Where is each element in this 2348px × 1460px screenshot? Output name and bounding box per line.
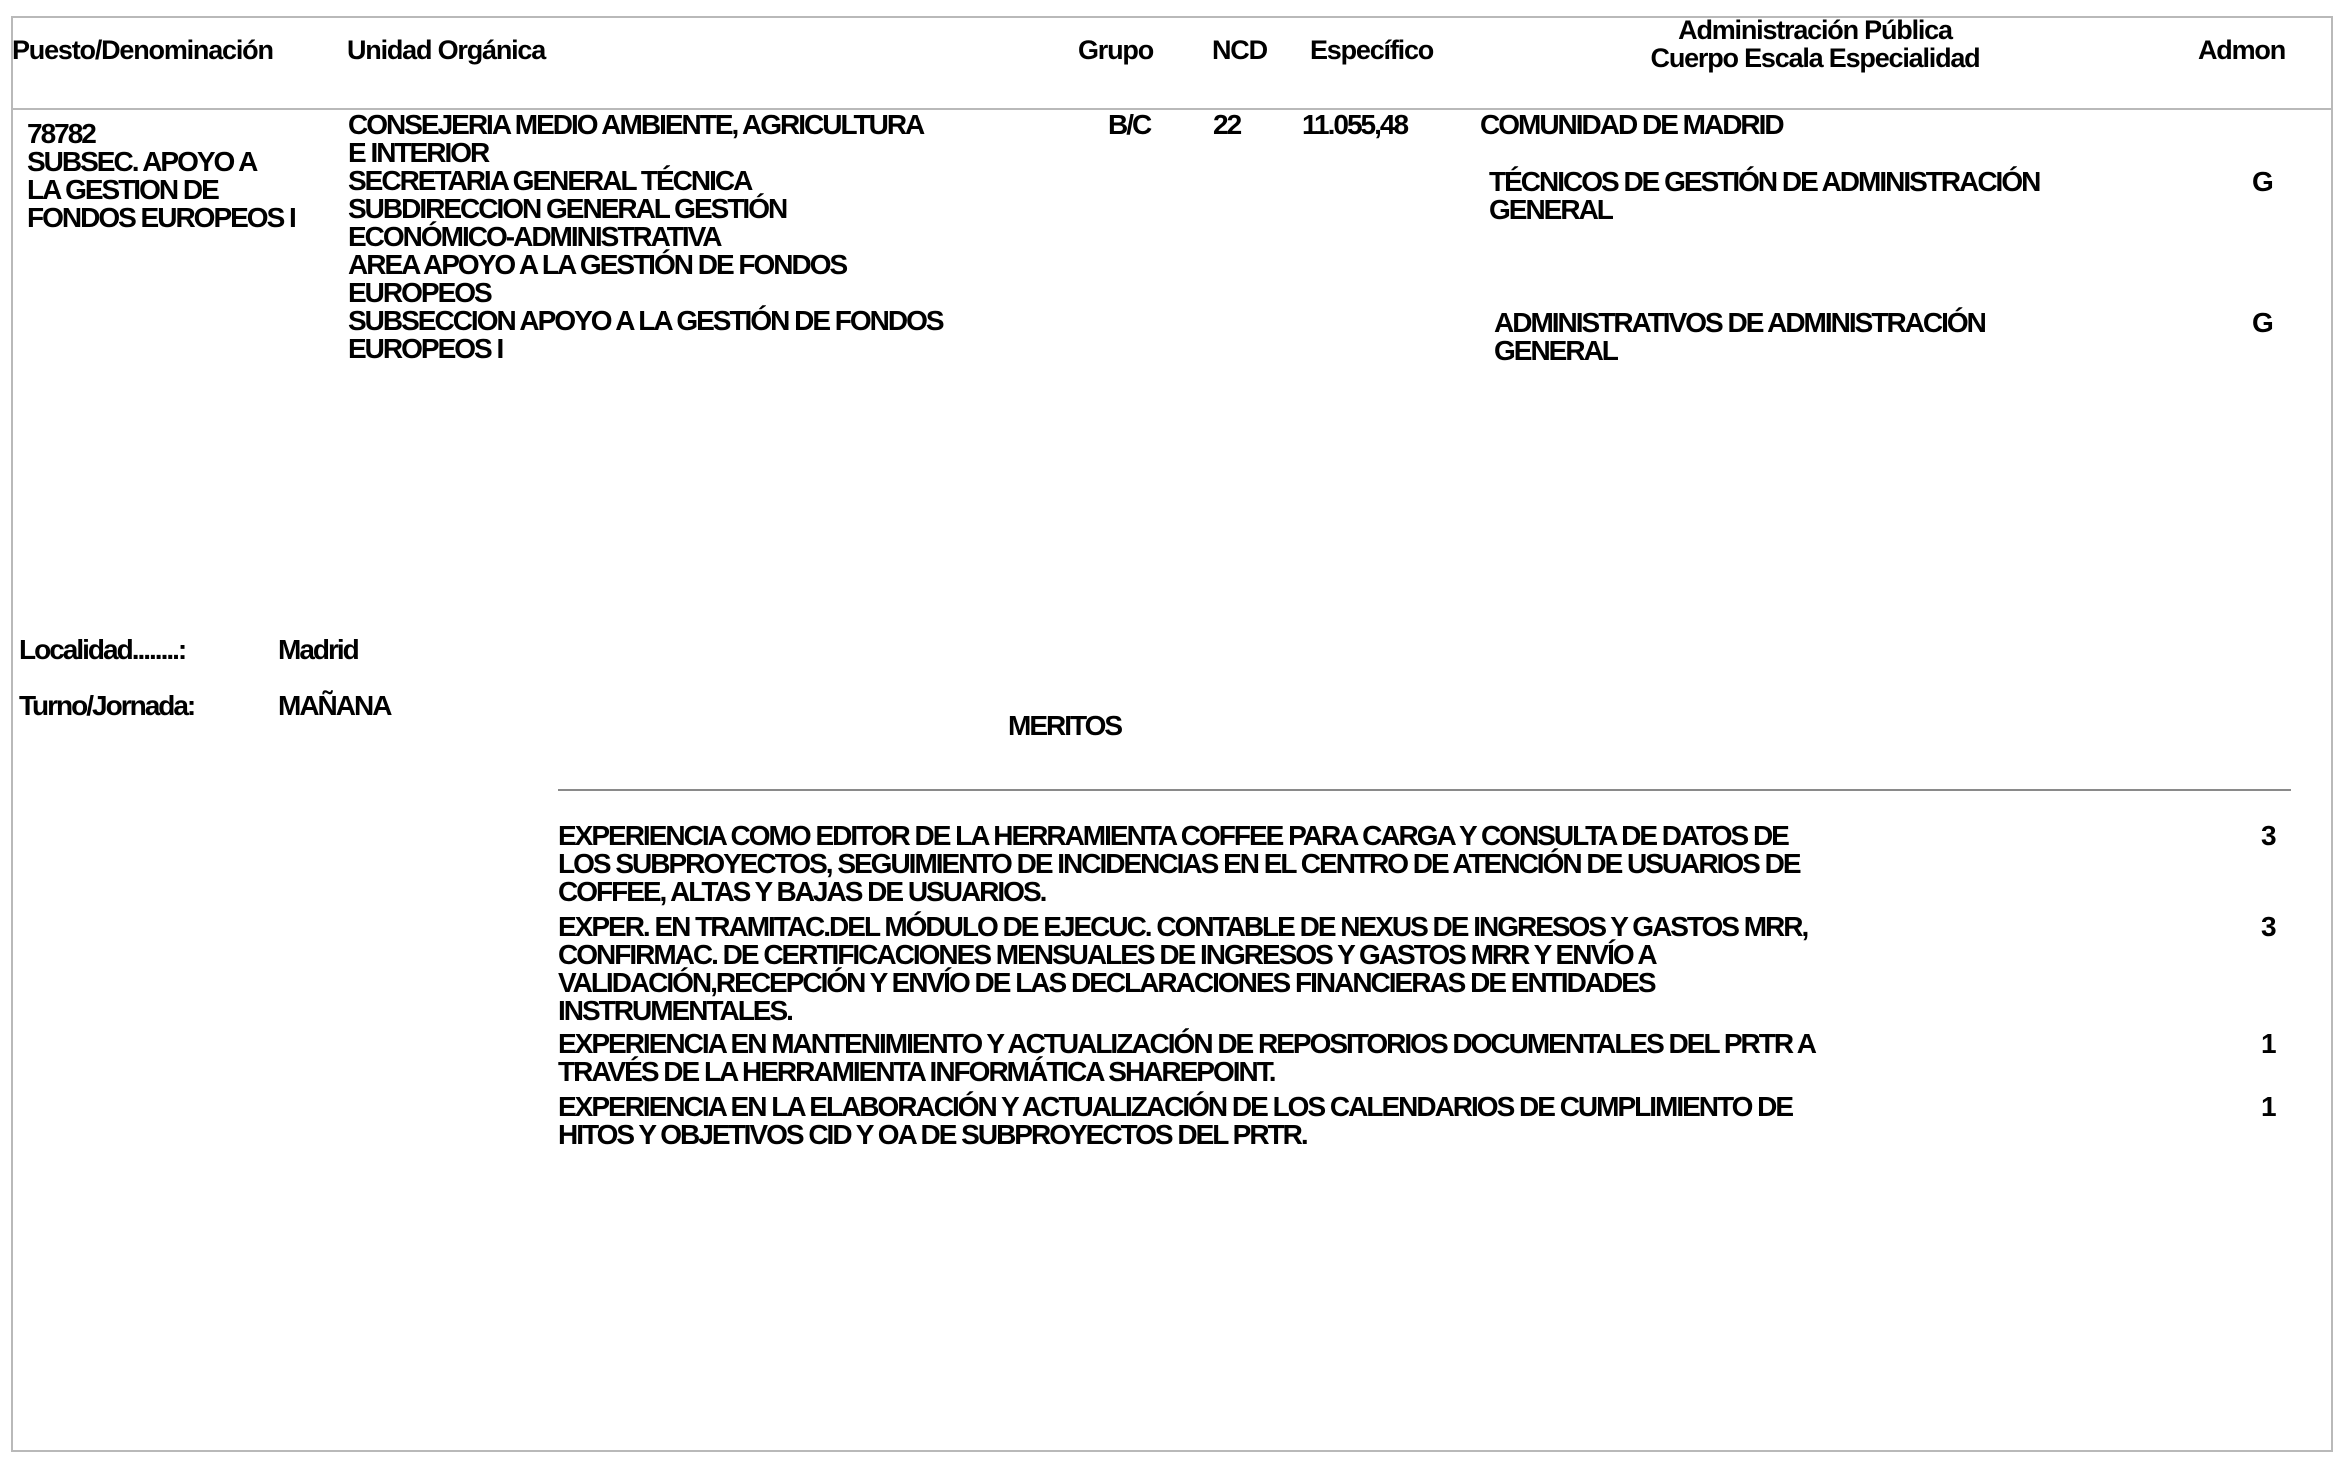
cuerpo-2-admon: G bbox=[2252, 307, 2272, 338]
puesto-denominacion-line: FONDOS EUROPEOS I bbox=[27, 202, 295, 233]
unidad-line: SUBSECCION APOYO A LA GESTIÓN DE FONDOS bbox=[348, 305, 943, 336]
header-ncd: NCD bbox=[1212, 35, 1267, 65]
cuerpo-line: GENERAL bbox=[1494, 335, 1617, 366]
puesto-codigo: 78782 bbox=[27, 118, 95, 149]
merito-line: EXPERIENCIA COMO EDITOR DE LA HERRAMIENTA COFFEE PARA CARGA Y CONSULTA DE DATOS DE bbox=[558, 820, 1788, 851]
merito-item bbox=[558, 913, 1807, 1025]
meritos-title: MERITOS bbox=[1008, 710, 1122, 741]
administracion-value: COMUNIDAD DE MADRID bbox=[1480, 109, 1783, 140]
header-especifico: Específico bbox=[1310, 35, 1434, 65]
puesto-block bbox=[27, 120, 295, 232]
header-grupo: Grupo bbox=[1078, 35, 1153, 65]
header-admin-line1: Administración Pública bbox=[1678, 15, 1952, 45]
grupo-value: B/C bbox=[1108, 109, 1151, 140]
unidad-line: AREA APOYO A LA GESTIÓN DE FONDOS bbox=[348, 249, 847, 280]
unidad-line: E INTERIOR bbox=[348, 137, 489, 168]
merito-item bbox=[558, 822, 1800, 906]
cuerpo-line: GENERAL bbox=[1489, 194, 1612, 225]
merito-points: 3 bbox=[2261, 820, 2275, 851]
turno-label: Turno/Jornada: bbox=[19, 690, 195, 721]
merito-line: COFFEE, ALTAS Y BAJAS DE USUARIOS. bbox=[558, 876, 1046, 907]
header-admon: Admon bbox=[2198, 35, 2285, 65]
cuerpo-2 bbox=[1494, 309, 1985, 365]
cuerpo-1-admon: G bbox=[2252, 166, 2272, 197]
localidad-value: Madrid bbox=[278, 634, 358, 665]
merito-line: CONFIRMAC. DE CERTIFICACIONES MENSUALES DE INGRESOS Y GASTOS MRR Y ENVÍO A bbox=[558, 939, 1656, 970]
localidad-label: Localidad........: bbox=[19, 634, 186, 665]
unidad-line: EUROPEOS bbox=[348, 277, 491, 308]
merito-line: VALIDACIÓN,RECEPCIÓN Y ENVÍO DE LAS DECLARACIONES FINANCIERAS DE ENTIDADES bbox=[558, 967, 1655, 998]
unidad-line: ECONÓMICO-ADMINISTRATIVA bbox=[348, 221, 721, 252]
cuerpo-line: TÉCNICOS DE GESTIÓN DE ADMINISTRACIÓN bbox=[1489, 166, 2040, 197]
header-puesto: Puesto/Denominación bbox=[12, 35, 273, 65]
merito-points: 1 bbox=[2261, 1028, 2275, 1059]
merito-line: INSTRUMENTALES. bbox=[558, 995, 792, 1026]
unidad-line: EUROPEOS I bbox=[348, 333, 503, 364]
merito-item bbox=[558, 1030, 1815, 1086]
merito-line: LOS SUBPROYECTOS, SEGUIMIENTO DE INCIDENCIAS EN EL CENTRO DE ATENCIÓN DE USUARIOS DE bbox=[558, 848, 1800, 879]
cuerpo-1 bbox=[1489, 168, 2039, 224]
unidad-line: SECRETARIA GENERAL TÉCNICA bbox=[348, 165, 752, 196]
especifico-value: 11.055,48 bbox=[1302, 109, 1408, 140]
merito-line: EXPER. EN TRAMITAC.DEL MÓDULO DE EJECUC. CONTABLE DE NEXUS DE INGRESOS Y GASTOS MRR, bbox=[558, 911, 1808, 942]
merito-line: TRAVÉS DE LA HERRAMIENTA INFORMÁTICA SHAREPOINT. bbox=[558, 1056, 1275, 1087]
unidad-organica-block bbox=[348, 111, 943, 363]
merito-points: 1 bbox=[2261, 1091, 2275, 1122]
merito-line: EXPERIENCIA EN MANTENIMIENTO Y ACTUALIZACIÓN DE REPOSITORIOS DOCUMENTALES DEL PRTR A bbox=[558, 1028, 1816, 1059]
merito-points: 3 bbox=[2261, 911, 2275, 942]
header-unidad: Unidad Orgánica bbox=[347, 35, 546, 65]
merito-line: HITOS Y OBJETIVOS CID Y OA DE SUBPROYECTOS DEL PRTR. bbox=[558, 1119, 1307, 1150]
header-admin-line2: Cuerpo Escala Especialidad bbox=[1650, 43, 1980, 73]
puesto-denominacion-line: LA GESTION DE bbox=[27, 174, 218, 205]
unidad-line: SUBDIRECCION GENERAL GESTIÓN bbox=[348, 193, 787, 224]
unidad-line: CONSEJERIA MEDIO AMBIENTE, AGRICULTURA bbox=[348, 109, 924, 140]
merito-item bbox=[558, 1093, 1792, 1149]
turno-value: MAÑANA bbox=[278, 690, 391, 721]
puesto-denominacion-line: SUBSEC. APOYO A bbox=[27, 146, 257, 177]
merito-line: EXPERIENCIA EN LA ELABORACIÓN Y ACTUALIZACIÓN DE LOS CALENDARIOS DE CUMPLIMIENTO DE bbox=[558, 1091, 1793, 1122]
cuerpo-line: ADMINISTRATIVOS DE ADMINISTRACIÓN bbox=[1494, 307, 1985, 338]
ncd-value: 22 bbox=[1213, 109, 1241, 140]
meritos-divider bbox=[558, 789, 2291, 791]
